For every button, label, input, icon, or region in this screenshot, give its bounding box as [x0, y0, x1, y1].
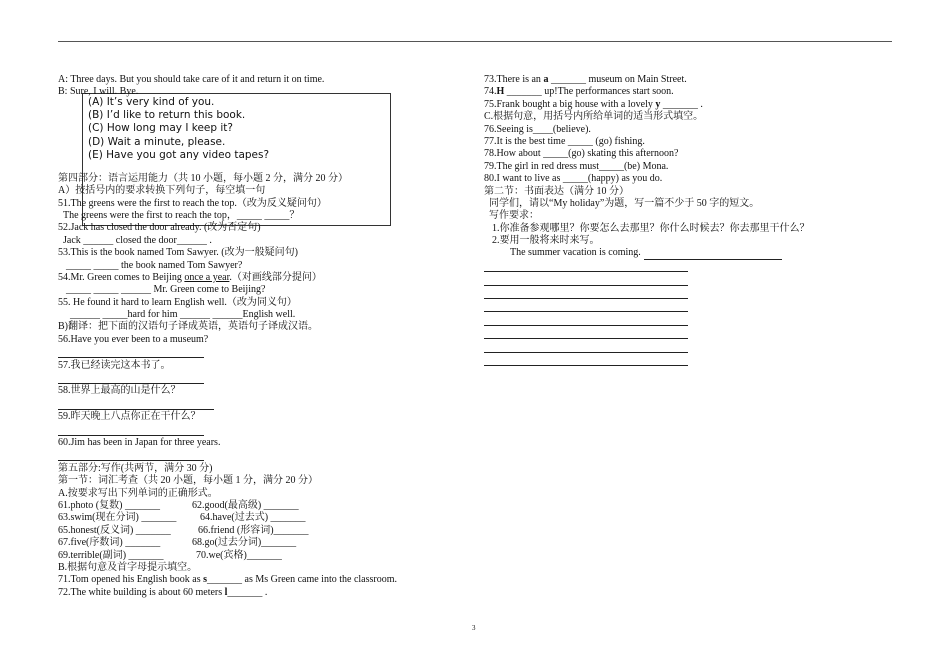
question-71: 71.Tom opened his English book as s_______ as Ms Green came into the classroom.: [58, 574, 397, 586]
question-77: 77.It is the best time _____ (go) fishing.: [484, 135, 645, 147]
answer-54[interactable]: _____ _____ ______ Mr. Green come to Beijing?: [66, 284, 266, 296]
question-76: 76.Seeing is____(believe).: [484, 123, 591, 135]
answer-55[interactable]: ______ _____hard for him ______ ______English well.: [70, 309, 296, 321]
part5-section1: 第一节：词汇考查（共 20 小题，每小题 1 分，满分 20 分）: [58, 475, 318, 487]
question-56: 56.Have you ever been to a museum?: [58, 333, 209, 345]
part4-section-a: A）按括号内的要求转换下列句子，每空填一句: [58, 185, 266, 197]
question-80: 80.I want to live as _____(happy) as you do.: [484, 173, 663, 185]
vocab-row: 63.swim(现在分词) _______ 64.have(过去式) _______: [58, 512, 306, 524]
question-53: 53.This is the book named Tom Sawyer. (改为一般疑问句): [58, 247, 298, 259]
question-72: 72.The white building is about 60 meters l_______ .: [58, 586, 268, 598]
question-52: 52.Jack has closed the door already. (改为否定句): [58, 222, 261, 234]
writing-requirement-1: 1.你准备参观哪里？你要怎么去那里？你什么时候去？你去那里干什么？: [492, 222, 810, 234]
writing-section-heading: 第二节：书面表达（满分 10 分）: [484, 185, 629, 197]
question-74: 74.H _______ up!The performances start soon.: [484, 86, 674, 98]
part5-section-b: B.根据句意及首字母提示填空。: [58, 561, 198, 573]
vocab-row: 69.terrible(副词) _______ 70.we(宾格)_______: [58, 549, 282, 561]
question-60: 60.Jim has been in Japan for three years.: [58, 436, 221, 448]
question-73: 73.There is an a _______ museum on Main Street.: [484, 74, 687, 85]
page-number: 3: [472, 624, 476, 632]
question-78: 78.How about _____(go) skating this afternoon?: [484, 148, 679, 160]
answer-line-57[interactable]: [58, 372, 204, 384]
option-c: (C) How long may I keep it?: [88, 122, 233, 135]
option-a: (A) It’s very kind of you.: [88, 96, 215, 108]
part4-heading: 第四部分：语言运用能力（共 10 小题，每小题 2 分，满分 20 分）: [58, 172, 348, 184]
writing-line[interactable]: [484, 260, 688, 272]
writing-line[interactable]: [484, 273, 688, 285]
vocab-row: 65.honest(反义词) _______ 66.friend (形容词)_______: [58, 524, 309, 536]
writing-line[interactable]: [484, 340, 688, 352]
writing-requirement-2: 2.要用一般将来时来写。: [492, 235, 600, 247]
part4-section-b: B)翻译：把下面的汉语句子译成英语，英语句子译成汉语。: [58, 321, 318, 333]
writing-line[interactable]: [484, 313, 688, 325]
right-column: [484, 74, 904, 367]
answer-52[interactable]: Jack ______ closed the door______ .: [63, 234, 212, 246]
writing-intro: 同学们，请以“My holiday”为题，写一篇不少于 50 字的短文。: [489, 197, 760, 209]
question-54: 54.Mr. Green comes to Beijing once a year.（对画线部分提问）: [58, 271, 322, 283]
question-59: 59.昨天晚上八点你正在干什么？: [58, 411, 201, 423]
vocab-row: 61.photo (复数) _______ 62.good(最高级) _______: [58, 499, 299, 511]
dialogue-a: A: Three days. But you should take care of it and return it on time.: [58, 74, 325, 85]
question-58: 58.世界上最高的山是什么？: [58, 385, 181, 397]
part5-heading: 第五部分:写作(共两节，满分 30 分): [58, 462, 213, 474]
question-57: 57.我已经读完这本书了。: [58, 359, 171, 371]
header-rule: [58, 41, 892, 42]
left-column: [58, 74, 468, 599]
answer-line-60[interactable]: [58, 449, 204, 461]
writing-requirements-title: 写作要求：: [489, 210, 539, 222]
section-c: C.根据句意，用括号内所给单词的适当形式填空。: [484, 111, 704, 123]
writing-line[interactable]: [484, 354, 688, 366]
option-e: (E) Have you got any video tapes?: [88, 148, 270, 161]
writing-line[interactable]: [484, 327, 688, 339]
dialogue-b: B: Sure, I will. Bye.: [58, 86, 139, 98]
answer-53[interactable]: _____ _____ the book named Tom Sawyer?: [66, 259, 243, 271]
vocab-row: 67.five(序数词) _______ 68.go(过去分词)_______: [58, 537, 297, 549]
writing-line[interactable]: [484, 300, 688, 312]
underlined-phrase: once a year: [184, 271, 230, 283]
question-75: 75.Frank bought a big house with a lovely y _______ .: [484, 98, 703, 110]
writing-start-sentence: The summer vacation is coming.: [484, 247, 904, 259]
answer-51[interactable]: The greens were the first to reach the top，_____ _____？: [63, 209, 300, 221]
question-51: 51.The greens were the first to reach the top.（改为反义疑问句）: [58, 197, 327, 209]
question-79: 79.The girl in red dress must_____(be) Mona.: [484, 160, 669, 172]
option-b: (B) I’d like to return this book.: [88, 109, 246, 122]
answer-line-59[interactable]: [58, 424, 204, 436]
answer-line-56[interactable]: [58, 346, 204, 358]
option-d: (D) Wait a minute, please.: [88, 135, 226, 148]
question-55: 55. He found it hard to learn English well.（改为同义句）: [58, 296, 297, 308]
writing-line[interactable]: [484, 287, 688, 299]
answer-line-58[interactable]: [58, 398, 214, 410]
writing-start-blank[interactable]: [644, 248, 782, 260]
part5-section-a: A.按要求写出下列单词的正确形式。: [58, 487, 218, 499]
